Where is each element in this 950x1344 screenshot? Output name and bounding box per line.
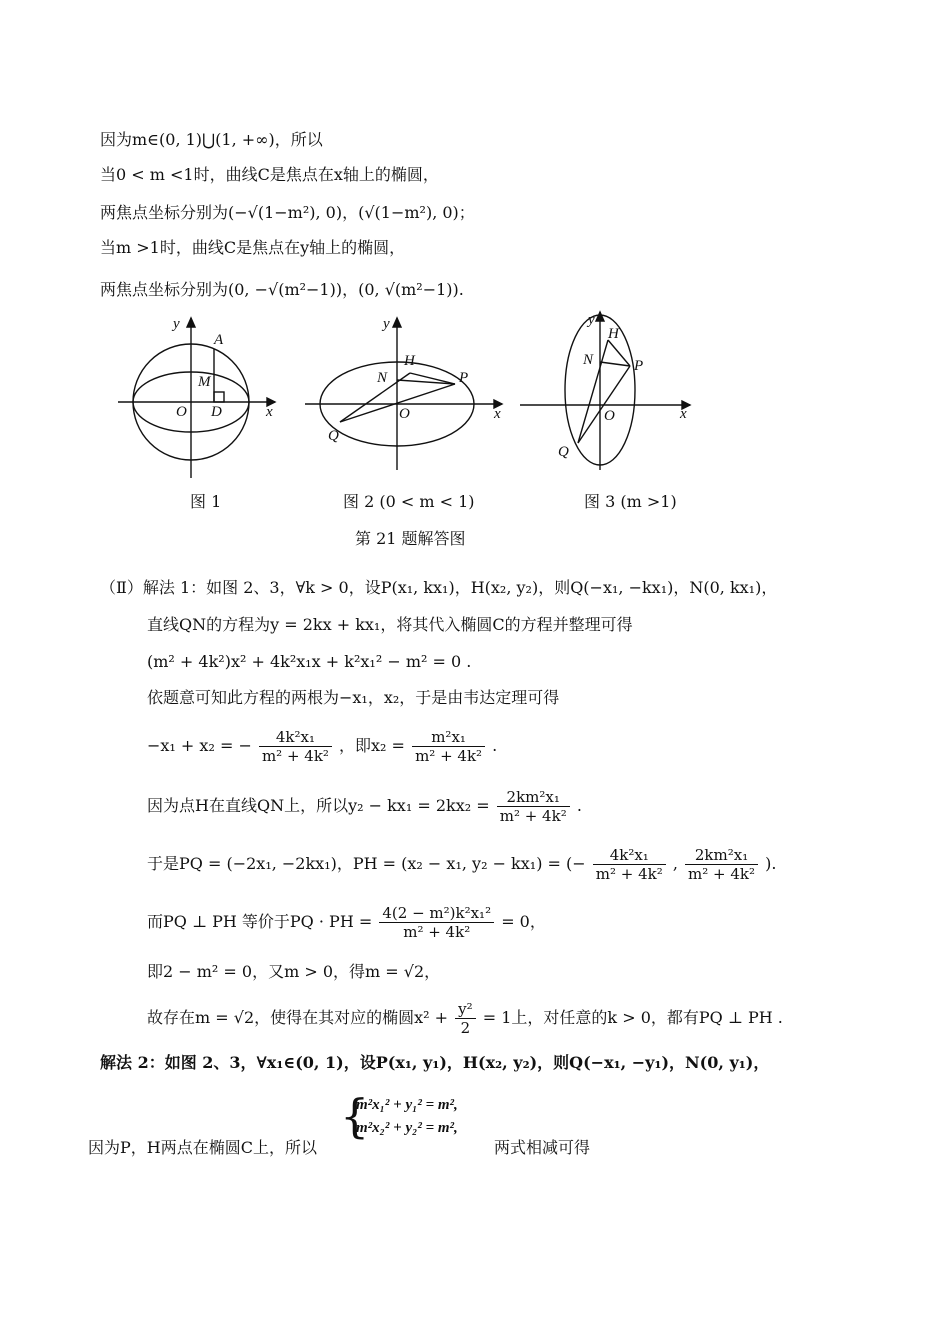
m1l8-frac-num: 4(2 − m²)k²x₁² xyxy=(379,904,494,923)
figures-main-caption: 第 21 题解答图 xyxy=(355,529,466,548)
method2-line-1: 解法 2：如图 2、3，∀x₁∈(0, 1)，设P(x₁, y₁)，H(x₂, y₂)，则Q(−x₁, −y₁)，N(0, y₁)， xyxy=(100,1053,770,1072)
m1l5-frac2-num: m²x₁ xyxy=(412,728,485,747)
m1l7-frac1 xyxy=(593,846,666,883)
method1-line-2: 直线QN的方程为y = 2kx + kx₁，将其代入椭圆C的方程并整理可得 xyxy=(147,615,633,634)
text-line-5: 两焦点坐标分别为(0, −√(m²−1))，(0, √(m²−1)). xyxy=(100,280,464,299)
m1l5-frac1 xyxy=(259,728,332,765)
m1l5-frac1-den: m² + 4k² xyxy=(261,747,329,765)
method1-line-1: （Ⅱ）解法 1：如图 2、3，∀k > 0，设P(x₁, kx₁)，H(x₂, y₂)，则Q(−x₁, −kx₁)，N(0, kx₁)， xyxy=(100,578,778,597)
fig1-label-x: x xyxy=(266,404,273,420)
method2-line-2a: 因为P，H两点在椭圆C上，所以 xyxy=(88,1138,317,1157)
method1-line-4: 依题意可知此方程的两根为−x₁，x₂，于是由韦达定理可得 xyxy=(147,688,560,707)
fig2-label-Q: Q xyxy=(328,428,339,444)
equation-system xyxy=(340,1097,458,1137)
m1l6-frac-num: 2km²x₁ xyxy=(497,788,570,807)
fig3-label-P: P xyxy=(634,358,644,374)
m1l7-a: 于是PQ = (−2x₁, −2kx₁)，PH = (x₂ − x₁, y₂ − kx₁) = (− xyxy=(147,854,586,873)
fig2-label-N: N xyxy=(377,370,388,386)
fig2-label-H: H xyxy=(404,353,415,369)
m1l6-a: 因为点H在直线QN上，所以y₂ − kx₁ = 2kx₂ = xyxy=(147,796,490,815)
fig3-label-O: O xyxy=(604,408,615,424)
figure-3-caption: 图 3 (m >1) xyxy=(584,492,677,511)
fig3-label-y: y xyxy=(588,312,595,328)
m1l7-frac2-den: m² + 4k² xyxy=(688,865,756,883)
method1-line-6: 因为点H在直线QN上，所以y₂ − kx₁ = 2kx₂ = $\frac{\text{2km²x₁}}{\text{m² + 4k²}}$ . xyxy=(147,788,582,825)
m1l7-frac2-num: 2km²x₁ xyxy=(685,846,758,865)
fig2-label-P: P xyxy=(459,370,469,386)
m1l8-frac-den: m² + 4k² xyxy=(403,923,471,941)
method2-line-2b: 两式相减可得 xyxy=(494,1138,591,1157)
method1-line-7: 于是PQ = (−2x₁, −2kx₁)，PH = (x₂ − x₁, y₂ − kx₁) = (− $\frac{\text{4k²x₁}}{\text{m² + 4k²}}$ , $\frac{\text{2km²x₁}}{\text{m² + 4k²}}$ ). xyxy=(147,846,777,883)
fig1-label-y: y xyxy=(173,316,180,332)
fig1-label-A: A xyxy=(214,332,224,348)
fig2-label-O: O xyxy=(399,406,410,422)
text-line-4: 当m >1时，曲线C是焦点在y轴上的椭圆， xyxy=(100,238,406,257)
method1-line-9: 即2 − m² = 0，又m > 0，得m = √2， xyxy=(147,962,441,981)
m1l6-frac xyxy=(497,788,570,825)
fig3-label-x: x xyxy=(680,406,687,422)
m1l5-frac1-num: 4k²x₁ xyxy=(259,728,332,747)
text-line-1: 因为m∈(0, 1)⋃(1, +∞)，所以 xyxy=(100,130,323,149)
figure-3 xyxy=(520,312,690,470)
method1-line-8 xyxy=(147,900,546,944)
figures-svg xyxy=(0,300,950,500)
text-line-2: 当0 < m <1时，曲线C是焦点在x轴上的椭圆， xyxy=(100,165,439,184)
text-line-3: 两焦点坐标分别为(−√(1−m²), 0)，(√(1−m²), 0)； xyxy=(100,203,475,222)
fig3-label-H: H xyxy=(608,326,619,342)
m1l5-a: −x₁ + x₂ = − xyxy=(147,736,252,755)
method1-line-3: (m² + 4k²)x² + 4k²x₁x + k²x₁² − m² = 0 . xyxy=(147,652,472,671)
m1l5-b: ，即x₂ = xyxy=(339,736,405,755)
m1l5-frac2 xyxy=(412,728,485,765)
system-brace: { xyxy=(340,1089,370,1143)
fig1-label-M: M xyxy=(198,374,211,390)
m1l10-a: 故存在m = √2，使得在其对应的椭圆x² + xyxy=(147,1008,449,1027)
fig1-label-O: O xyxy=(176,404,187,420)
equation-1: m²x₁² + y₁² = m², xyxy=(356,1097,458,1113)
figure-2 xyxy=(305,318,502,470)
m1l10-frac-den: 2 xyxy=(460,1019,471,1037)
figure-1 xyxy=(118,318,275,478)
m1l10-frac xyxy=(455,1000,476,1037)
fig2-label-x: x xyxy=(494,406,501,422)
fig1-label-D: D xyxy=(211,404,222,420)
m1l8-a: 而PQ ⊥ PH 等价于PQ · PH = xyxy=(147,912,373,931)
figure-1-caption: 图 1 xyxy=(190,492,222,511)
fig3-label-Q: Q xyxy=(558,444,569,460)
method1-line-10 xyxy=(147,996,783,1040)
m1l8-frac xyxy=(379,904,494,941)
m1l5-frac2-den: m² + 4k² xyxy=(415,747,483,765)
method1-line-5: −x₁ + x₂ = − $\frac{\text{4k²x₁}}{\text{m² + 4k²}}$ ，即x₂ = $\frac{\text{m²x₁}}{\text{m² + 4k²}}$ . xyxy=(147,728,498,765)
m1l10-frac-num: y² xyxy=(455,1000,476,1019)
fig3-label-N: N xyxy=(583,352,594,368)
figure-2-caption: 图 2 (0 < m < 1) xyxy=(343,492,475,511)
m1l7-frac1-num: 4k²x₁ xyxy=(593,846,666,865)
m1l7-frac1-den: m² + 4k² xyxy=(595,865,663,883)
m1l7-frac2 xyxy=(685,846,758,883)
m1l10-b: = 1上，对任意的k > 0，都有PQ ⊥ PH . xyxy=(482,1008,783,1027)
equation-2: m²x₂² + y₂² = m², xyxy=(356,1120,458,1136)
m1l8-b: = 0， xyxy=(501,912,546,931)
fig2-label-y: y xyxy=(383,316,390,332)
m1l6-frac-den: m² + 4k² xyxy=(499,807,567,825)
